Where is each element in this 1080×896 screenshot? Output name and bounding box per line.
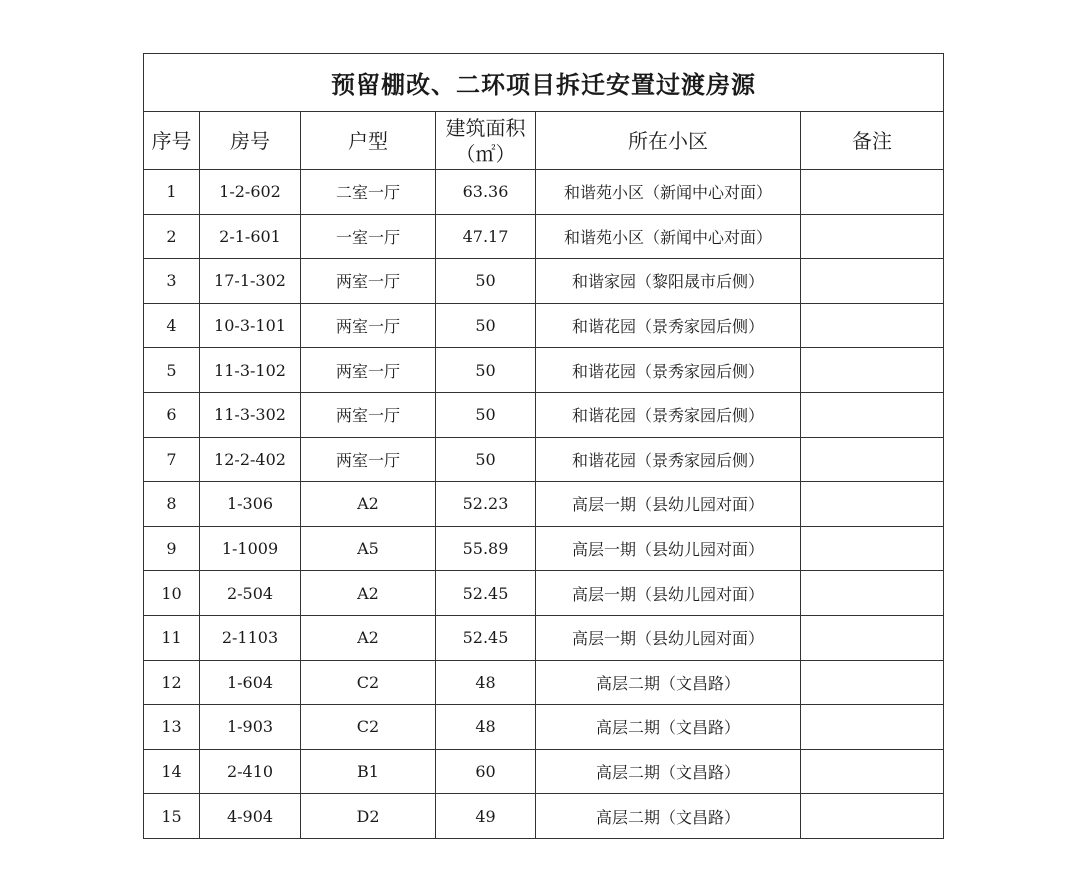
cell-note xyxy=(801,749,944,794)
cell-area: 52.45 xyxy=(436,615,536,660)
cell-location: 和谐花园（景秀家园后侧） xyxy=(536,348,801,393)
cell-note xyxy=(801,392,944,437)
header-area: 建筑面积（㎡） xyxy=(436,112,536,170)
cell-index: 12 xyxy=(144,660,200,705)
table-row xyxy=(144,749,944,794)
cell-type: 一室一厅 xyxy=(301,214,436,259)
cell-type: C2 xyxy=(301,705,436,750)
table-row xyxy=(144,482,944,527)
table-title: 预留棚改、二环项目拆迁安置过渡房源 xyxy=(144,54,944,112)
table-row xyxy=(144,660,944,705)
cell-location: 和谐苑小区（新闻中心对面） xyxy=(536,214,801,259)
cell-type: 二室一厅 xyxy=(301,170,436,215)
cell-location: 和谐花园（景秀家园后侧） xyxy=(536,392,801,437)
cell-note xyxy=(801,259,944,304)
header-room: 房号 xyxy=(200,112,301,170)
cell-index: 13 xyxy=(144,705,200,750)
cell-area: 55.89 xyxy=(436,526,536,571)
cell-room: 10-3-101 xyxy=(200,303,301,348)
cell-room: 2-1103 xyxy=(200,615,301,660)
header-row xyxy=(144,112,944,170)
cell-area: 48 xyxy=(436,705,536,750)
table-row xyxy=(144,794,944,839)
cell-type: 两室一厅 xyxy=(301,348,436,393)
housing-table xyxy=(143,53,944,839)
cell-index: 9 xyxy=(144,526,200,571)
cell-index: 7 xyxy=(144,437,200,482)
cell-area: 49 xyxy=(436,794,536,839)
cell-area: 50 xyxy=(436,259,536,304)
cell-location: 高层一期（县幼儿园对面） xyxy=(536,482,801,527)
header-index: 序号 xyxy=(144,112,200,170)
cell-room: 11-3-102 xyxy=(200,348,301,393)
table-row xyxy=(144,214,944,259)
cell-type: A5 xyxy=(301,526,436,571)
cell-type: 两室一厅 xyxy=(301,437,436,482)
cell-index: 5 xyxy=(144,348,200,393)
table-row xyxy=(144,303,944,348)
cell-location: 和谐家园（黎阳晟市后侧） xyxy=(536,259,801,304)
cell-note xyxy=(801,660,944,705)
table-row xyxy=(144,392,944,437)
cell-location: 和谐花园（景秀家园后侧） xyxy=(536,437,801,482)
cell-type: C2 xyxy=(301,660,436,705)
cell-note xyxy=(801,705,944,750)
cell-area: 63.36 xyxy=(436,170,536,215)
cell-area: 52.23 xyxy=(436,482,536,527)
cell-index: 3 xyxy=(144,259,200,304)
cell-index: 6 xyxy=(144,392,200,437)
cell-note xyxy=(801,794,944,839)
cell-location: 高层二期（文昌路） xyxy=(536,794,801,839)
cell-area: 50 xyxy=(436,437,536,482)
title-row xyxy=(144,54,944,112)
cell-area: 47.17 xyxy=(436,214,536,259)
cell-note xyxy=(801,437,944,482)
cell-room: 2-504 xyxy=(200,571,301,616)
table-row xyxy=(144,170,944,215)
cell-type: 两室一厅 xyxy=(301,392,436,437)
cell-room: 1-306 xyxy=(200,482,301,527)
cell-index: 10 xyxy=(144,571,200,616)
cell-area: 60 xyxy=(436,749,536,794)
table-body xyxy=(144,170,944,839)
cell-type: 两室一厅 xyxy=(301,259,436,304)
cell-room: 4-904 xyxy=(200,794,301,839)
cell-location: 高层一期（县幼儿园对面） xyxy=(536,615,801,660)
cell-room: 1-604 xyxy=(200,660,301,705)
cell-area: 50 xyxy=(436,303,536,348)
cell-index: 15 xyxy=(144,794,200,839)
cell-location: 高层二期（文昌路） xyxy=(536,660,801,705)
cell-type: A2 xyxy=(301,571,436,616)
cell-room: 2-410 xyxy=(200,749,301,794)
cell-type: B1 xyxy=(301,749,436,794)
cell-area: 50 xyxy=(436,348,536,393)
cell-index: 11 xyxy=(144,615,200,660)
header-location: 所在小区 xyxy=(536,112,801,170)
cell-location: 高层一期（县幼儿园对面） xyxy=(536,571,801,616)
cell-note xyxy=(801,303,944,348)
cell-room: 11-3-302 xyxy=(200,392,301,437)
cell-room: 1-2-602 xyxy=(200,170,301,215)
cell-note xyxy=(801,615,944,660)
cell-index: 4 xyxy=(144,303,200,348)
cell-note xyxy=(801,170,944,215)
cell-index: 8 xyxy=(144,482,200,527)
cell-location: 高层二期（文昌路） xyxy=(536,749,801,794)
table-row xyxy=(144,705,944,750)
header-type: 户型 xyxy=(301,112,436,170)
cell-room: 12-2-402 xyxy=(200,437,301,482)
cell-location: 高层二期（文昌路） xyxy=(536,705,801,750)
table-row xyxy=(144,348,944,393)
table-row xyxy=(144,526,944,571)
cell-room: 1-903 xyxy=(200,705,301,750)
cell-area: 52.45 xyxy=(436,571,536,616)
cell-note xyxy=(801,482,944,527)
cell-area: 48 xyxy=(436,660,536,705)
cell-type: A2 xyxy=(301,482,436,527)
table-row xyxy=(144,437,944,482)
cell-type: D2 xyxy=(301,794,436,839)
cell-location: 和谐苑小区（新闻中心对面） xyxy=(536,170,801,215)
cell-room: 17-1-302 xyxy=(200,259,301,304)
table-row xyxy=(144,571,944,616)
cell-note xyxy=(801,214,944,259)
header-note: 备注 xyxy=(801,112,944,170)
cell-room: 1-1009 xyxy=(200,526,301,571)
cell-location: 高层一期（县幼儿园对面） xyxy=(536,526,801,571)
cell-index: 2 xyxy=(144,214,200,259)
cell-note xyxy=(801,526,944,571)
cell-note xyxy=(801,571,944,616)
cell-note xyxy=(801,348,944,393)
table-row xyxy=(144,259,944,304)
cell-room: 2-1-601 xyxy=(200,214,301,259)
cell-type: 两室一厅 xyxy=(301,303,436,348)
cell-area: 50 xyxy=(436,392,536,437)
cell-type: A2 xyxy=(301,615,436,660)
cell-index: 14 xyxy=(144,749,200,794)
cell-index: 1 xyxy=(144,170,200,215)
table-row xyxy=(144,615,944,660)
cell-location: 和谐花园（景秀家园后侧） xyxy=(536,303,801,348)
